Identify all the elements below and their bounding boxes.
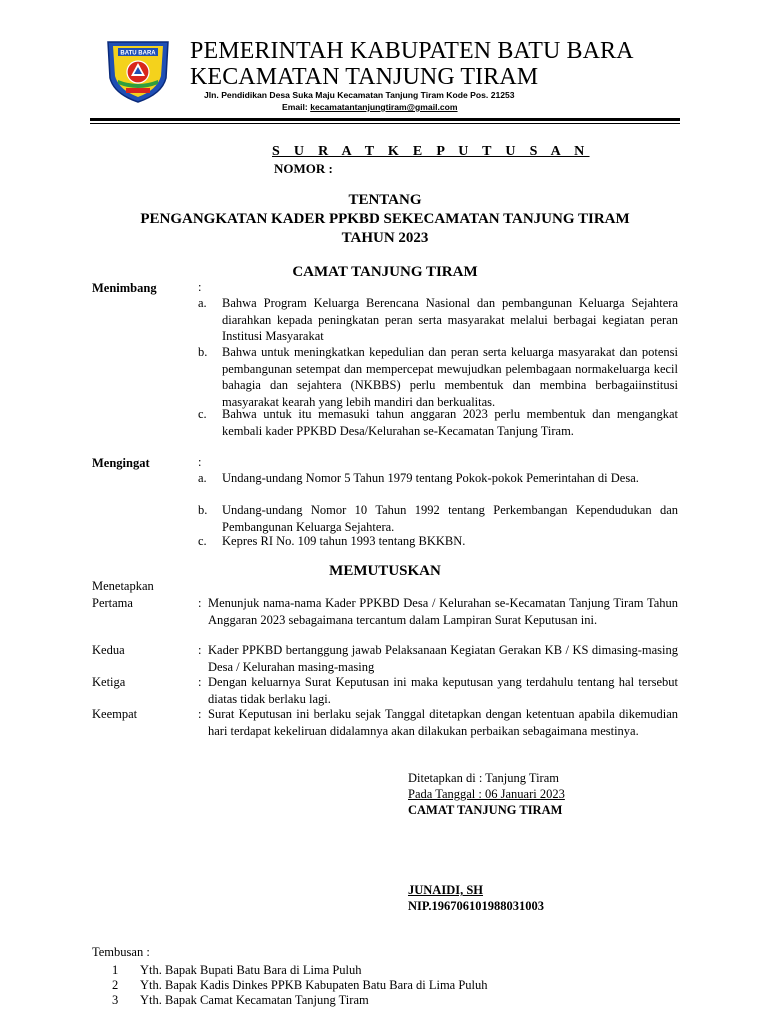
decision-label: Keempat	[92, 707, 138, 721]
mengingat-label: Mengingat	[92, 456, 150, 470]
mengingat-item-letter: a.	[198, 471, 207, 485]
decision-colon: :	[198, 596, 202, 610]
decision-colon: :	[198, 643, 202, 657]
menetapkan-label: Menetapkan	[92, 579, 154, 593]
tentang-heading: TENTANG	[348, 192, 422, 208]
decision-label: Kedua	[92, 643, 125, 657]
signatory-name: JUNAIDI, SH	[408, 883, 484, 897]
signature-position: CAMAT TANJUNG TIRAM	[408, 803, 563, 817]
government-header-title	[190, 38, 634, 90]
menimbang-item-text: Bahwa Program Keluarga Berencana Nasional dan pembangunan Keluarga Sejahtera diarahkan kepada peningkatan peran serta masyarakat melalui berbagai kegiatan peran Institusi Masyarakat	[222, 296, 678, 343]
header-rule-thin	[90, 123, 680, 124]
decision-colon: :	[198, 675, 202, 689]
email-label: Email:	[282, 102, 311, 112]
header-rule-thick	[90, 118, 680, 121]
document-number: NOMOR :	[274, 161, 333, 176]
tembusan-item-text: Yth. Bapak Camat Kecamatan Tanjung Tiram	[140, 993, 369, 1007]
signature-date: Pada Tanggal : 06 Januari 2023	[408, 787, 565, 801]
decision-colon: :	[198, 707, 202, 721]
mengingat-item-text: Kepres RI No. 109 tahun 1993 tentang BKKBN.	[222, 534, 466, 548]
tembusan-item-text: Yth. Bapak Kadis Dinkes PPKB Kabupaten Batu Bara di Lima Puluh	[140, 978, 488, 992]
menimbang-item-text: Bahwa untuk itu memasuki tahun anggaran 2023 perlu membentuk dan mengangkat kembali kader PPKBD Desa/Kelurahan se-Kecamatan Tanjung Tiram.	[222, 407, 678, 438]
batu-bara-logo-icon	[104, 38, 172, 104]
menimbang-item-letter: b.	[198, 345, 208, 359]
menimbang-item-text: Bahwa untuk meningkatkan kepedulian dan peran serta keluarga masyarakat dan potensi pembangunan setempat dan mempercepat mewujudkan pelembagaan normakeluarga kecil bahagia dan sejahtera (NKBBS) perlu membentuk dan membina berbagaiinstitusi masyarakat kearah yang lebih mandiri dan berkualitas.	[222, 345, 678, 409]
subject-line-1: PENGANGKATAN KADER PPKBD SEKECAMATAN TANJUNG TIRAM	[140, 211, 630, 227]
decision-text: Kader PPKBD bertanggung jawab Pelaksanaan Kegiatan Gerakan KB / KS dimasing-masing Desa / Kelurahan masing-masing	[208, 643, 678, 674]
tembusan-item-number: 2	[112, 978, 119, 992]
menimbang-colon: :	[198, 280, 202, 294]
tembusan-item-number: 1	[112, 963, 119, 977]
mengingat-item-letter: c.	[198, 534, 207, 548]
subject-line-2: TAHUN 2023	[341, 230, 429, 246]
decision-text: Dengan keluarnya Surat Keputusan ini maka keputusan yang terdahulu tentang hal tersebut diatas tidak berlaku lagi.	[208, 675, 678, 706]
email-link[interactable]: kecamatantanjungtiram@gmail.com	[310, 102, 458, 112]
mengingat-colon: :	[198, 455, 202, 469]
mengingat-item-letter: b.	[198, 503, 208, 517]
decision-label: Pertama	[92, 596, 133, 610]
header-line-2: KECAMATAN TANJUNG TIRAM	[190, 64, 539, 90]
issuer-heading: CAMAT TANJUNG TIRAM	[292, 264, 478, 280]
memutuskan-heading: MEMUTUSKAN	[329, 563, 441, 579]
tembusan-item-text: Yth. Bapak Bupati Batu Bara di Lima Puluh	[140, 963, 362, 977]
signatory-nip: NIP.196706101988031003	[408, 899, 545, 913]
decision-label: Ketiga	[92, 675, 126, 689]
menimbang-item-letter: a.	[198, 296, 207, 310]
mengingat-item-text: Undang-undang Nomor 5 Tahun 1979 tentang Pokok-pokok Pemerintahan di Desa.	[222, 471, 639, 485]
tembusan-heading: Tembusan :	[92, 945, 150, 959]
tembusan-item-number: 3	[112, 993, 119, 1007]
mengingat-item-text: Undang-undang Nomor 10 Tahun 1992 tentang Perkembangan Kependudukan dan Pembangunan Keluarga Sejahtera.	[222, 503, 678, 534]
document-type-title: S U R A T K E P U T U S A N	[272, 144, 590, 159]
header-address: Jln. Pendidikan Desa Suka Maju Kecamatan Tanjung Tiram Kode Pos. 21253	[204, 90, 515, 100]
decision-text: Surat Keputusan ini berlaku sejak Tanggal ditetapkan dengan ketentuan apabila dikemudian hari terdapat kekeliruan didalamnya akan dilakukan perbaikan sebagaimana mestinya.	[208, 707, 678, 738]
svg-text:BATU BARA: BATU BARA	[120, 50, 156, 57]
header-line-1: PEMERINTAH KABUPATEN BATU BARA	[190, 38, 634, 64]
header-email-line	[282, 102, 458, 113]
menimbang-label: Menimbang	[92, 281, 157, 295]
signature-place: Ditetapkan di : Tanjung Tiram	[408, 771, 559, 785]
menimbang-item-letter: c.	[198, 407, 207, 421]
decision-text: Menunjuk nama-nama Kader PPKBD Desa / Kelurahan se-Kecamatan Tanjung Tiram Tahun Anggaran 2023 sebagaimana tercantum dalam Lampiran Surat Keputusan ini.	[208, 596, 678, 627]
